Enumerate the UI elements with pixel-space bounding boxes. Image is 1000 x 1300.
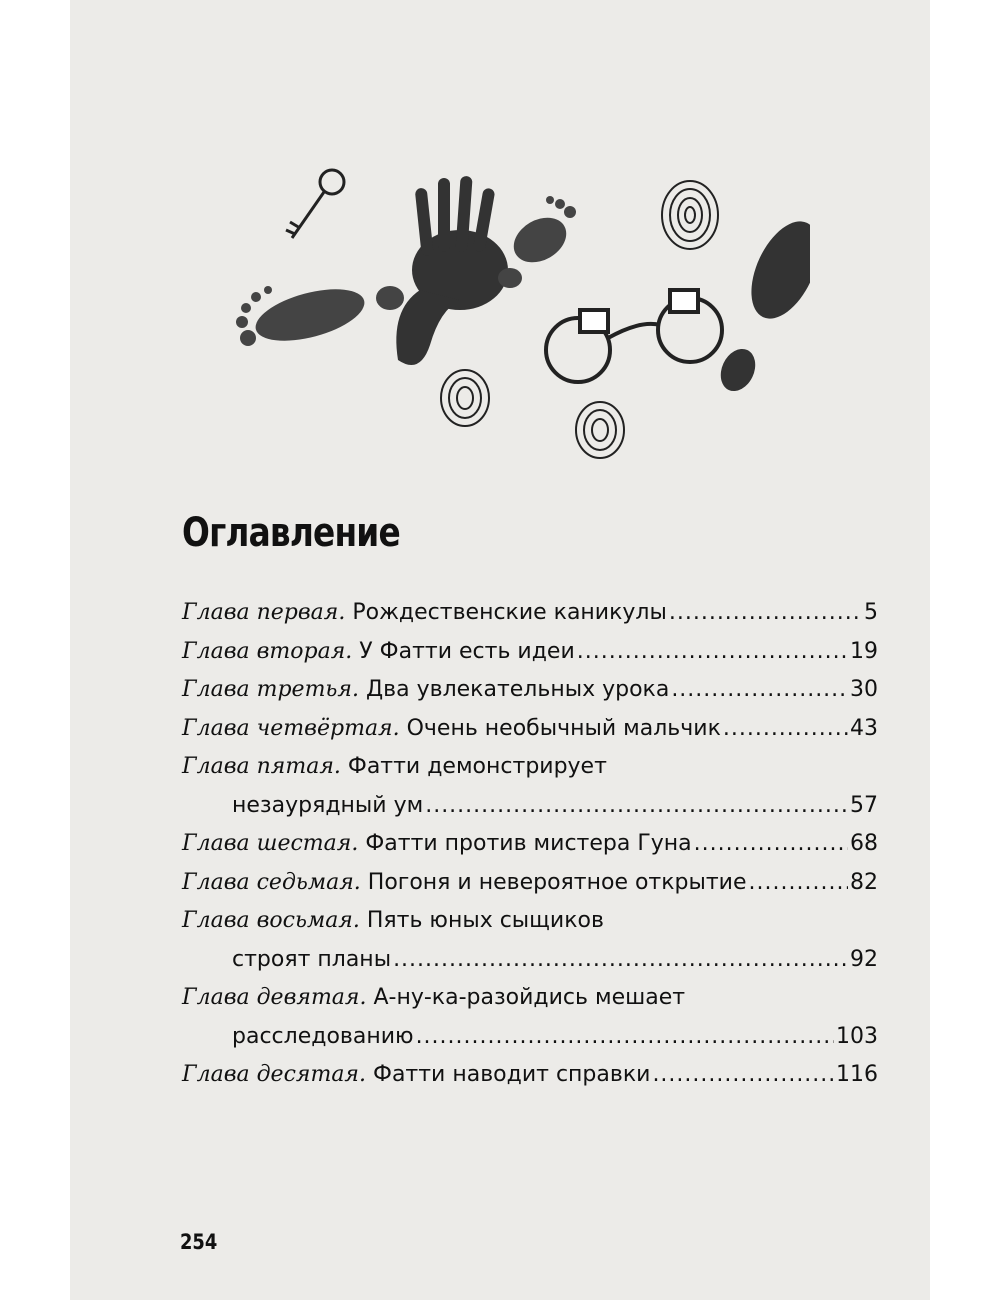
page-ref: 68 — [850, 831, 878, 856]
detective-illustration — [220, 160, 810, 464]
chapter-label: Глава четвёртая. — [182, 715, 407, 741]
chapter-title-continuation: незаурядный ум — [232, 792, 424, 818]
chapter-label: Глава пятая. — [182, 754, 348, 779]
chapter-title: А-ну-ка-разойдись мешает — [373, 985, 686, 1010]
page-ref: 116 — [836, 1062, 878, 1087]
chapter-title: Фатти демонстрирует — [347, 754, 607, 779]
chapter-title: Фатти против мистера Гуна — [365, 831, 692, 856]
chapter-label: Глава девятая. — [182, 985, 374, 1010]
toc-entry — [182, 985, 878, 1024]
handcuffs-icon — [546, 290, 722, 382]
toc-entry — [182, 754, 878, 793]
leader-dots — [723, 716, 848, 741]
page-ref: 82 — [850, 869, 878, 895]
handprint-icon — [396, 176, 508, 365]
toc-entry — [182, 870, 878, 909]
chapter-label: Глава первая. — [182, 600, 353, 625]
leader-dots — [577, 639, 848, 664]
shoe-print-icon — [714, 211, 810, 397]
page-ref: 5 — [864, 600, 878, 625]
chapter-label: Глава вторая. — [182, 638, 360, 664]
table-of-contents — [182, 600, 878, 1101]
toc-title: Оглавление — [182, 510, 400, 556]
chapter-label: Глава восьмая. — [182, 908, 367, 933]
page-ref: 19 — [850, 638, 878, 664]
chapter-label: Глава третья. — [182, 677, 366, 702]
page-ref: 103 — [836, 1023, 878, 1049]
toc-entry — [182, 908, 878, 947]
chapter-label: Глава шестая. — [182, 831, 366, 856]
chapter-title: Очень необычный мальчик — [406, 715, 721, 741]
page-ref: 92 — [850, 946, 878, 972]
toc-entry-continuation — [182, 947, 878, 986]
leader-dots — [416, 1024, 834, 1049]
toc-entry — [182, 831, 878, 870]
chapter-title: Фатти наводит справки — [373, 1062, 651, 1087]
toc-entry-continuation — [182, 1024, 878, 1063]
chapter-title: Погоня и невероятное открытие — [367, 869, 747, 895]
page-ref: 43 — [850, 715, 878, 741]
leader-dots — [671, 677, 848, 702]
leader-dots — [425, 793, 848, 818]
toc-entry — [182, 639, 878, 678]
toc-entry — [182, 1062, 878, 1101]
chapter-title: Пять юных сыщиков — [366, 908, 604, 933]
leader-dots — [652, 1062, 834, 1087]
page-ref: 57 — [850, 792, 878, 818]
leader-dots — [393, 947, 848, 972]
chapter-title: Рождественские каникулы — [352, 600, 667, 625]
toc-entry-continuation — [182, 793, 878, 832]
bare-footprint-icon — [236, 279, 404, 350]
chapter-title: Два увлекательных урока — [365, 677, 670, 702]
toc-entry — [182, 716, 878, 755]
key-icon — [286, 170, 344, 238]
leader-dots — [749, 870, 848, 895]
chapter-label: Глава седьмая. — [182, 869, 368, 895]
chapter-title: У Фатти есть идеи — [359, 638, 575, 664]
page-ref: 30 — [850, 677, 878, 702]
leader-dots — [669, 600, 862, 625]
toc-entry — [182, 677, 878, 716]
chapter-title-continuation: строят планы — [232, 946, 392, 972]
chapter-title-continuation: расследованию — [232, 1023, 414, 1049]
page-number: 254 — [180, 1230, 218, 1254]
footprint-icon — [498, 196, 576, 288]
chapter-label: Глава десятая. — [182, 1062, 373, 1087]
leader-dots — [694, 831, 848, 856]
toc-entry — [182, 600, 878, 639]
